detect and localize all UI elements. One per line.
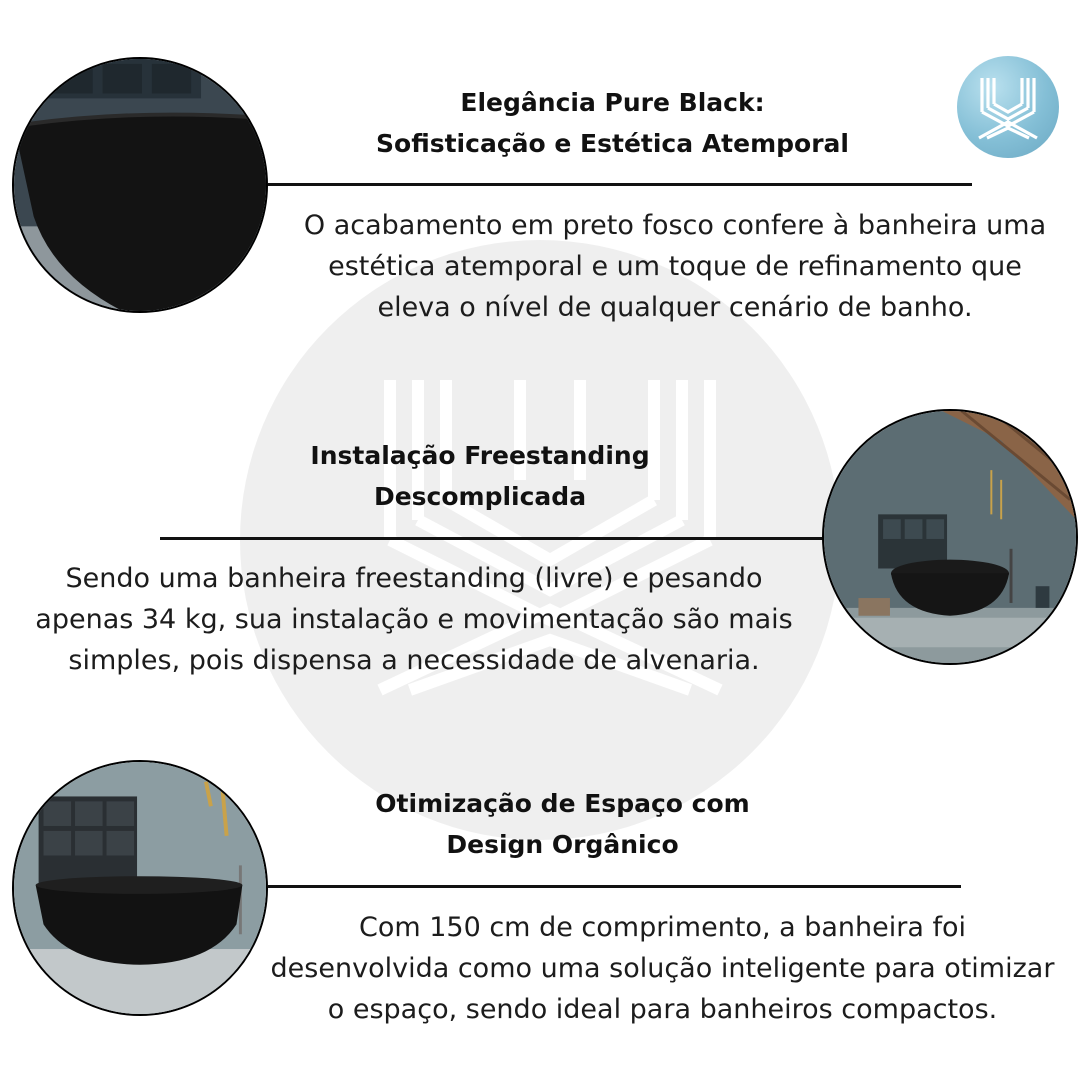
section-3-title-line: Otimização de Espaço com	[375, 789, 750, 818]
section-2-text-line: Sendo uma banheira freestanding (livre) e pesando	[65, 563, 763, 594]
compact-bathroom-tub-photo	[12, 760, 268, 1016]
section-2-title	[230, 435, 730, 517]
section-1-text-line: eleva o nível de qualquer cenário de banho.	[377, 292, 973, 323]
black-bathtub-closeup-photo	[12, 57, 268, 313]
section-3-text-line: desenvolvida como uma solução inteligente para otimizar	[270, 953, 1055, 984]
section-2-text-line: apenas 34 kg, sua instalação e movimentação são mais	[35, 604, 793, 635]
section-1-title-line: Elegância Pure Black:	[460, 88, 765, 117]
section-2-text	[10, 558, 818, 681]
section-3-text-line: o espaço, sendo ideal para banheiros compactos.	[327, 994, 998, 1025]
bathroom-with-freestanding-tub-photo	[822, 409, 1078, 665]
section-3-title-line: Design Orgânico	[446, 830, 679, 859]
brand-logo-icon	[957, 56, 1059, 158]
section-1-text	[270, 205, 1080, 328]
section-3-title	[300, 783, 825, 865]
section-1-text-line: estética atemporal e um toque de refinamento que	[328, 251, 1022, 282]
divider-line	[268, 183, 972, 186]
section-3-text-line: Com 150 cm de comprimento, a banheira foi	[358, 912, 967, 943]
section-3-text	[245, 907, 1080, 1030]
section-2-text-line: simples, pois dispensa a necessidade de alvenaria.	[68, 645, 760, 676]
section-1-title	[300, 82, 925, 164]
section-1-title-line: Sofisticação e Estética Atemporal	[376, 129, 849, 158]
section-2-title-line: Instalação Freestanding	[310, 441, 650, 470]
section-2-title-line: Descomplicada	[373, 482, 587, 511]
section-1-text-line: O acabamento em preto fosco confere à banheira uma	[303, 210, 1047, 241]
brand-logo	[957, 56, 1059, 158]
divider-line	[160, 537, 823, 540]
divider-line	[268, 885, 961, 888]
